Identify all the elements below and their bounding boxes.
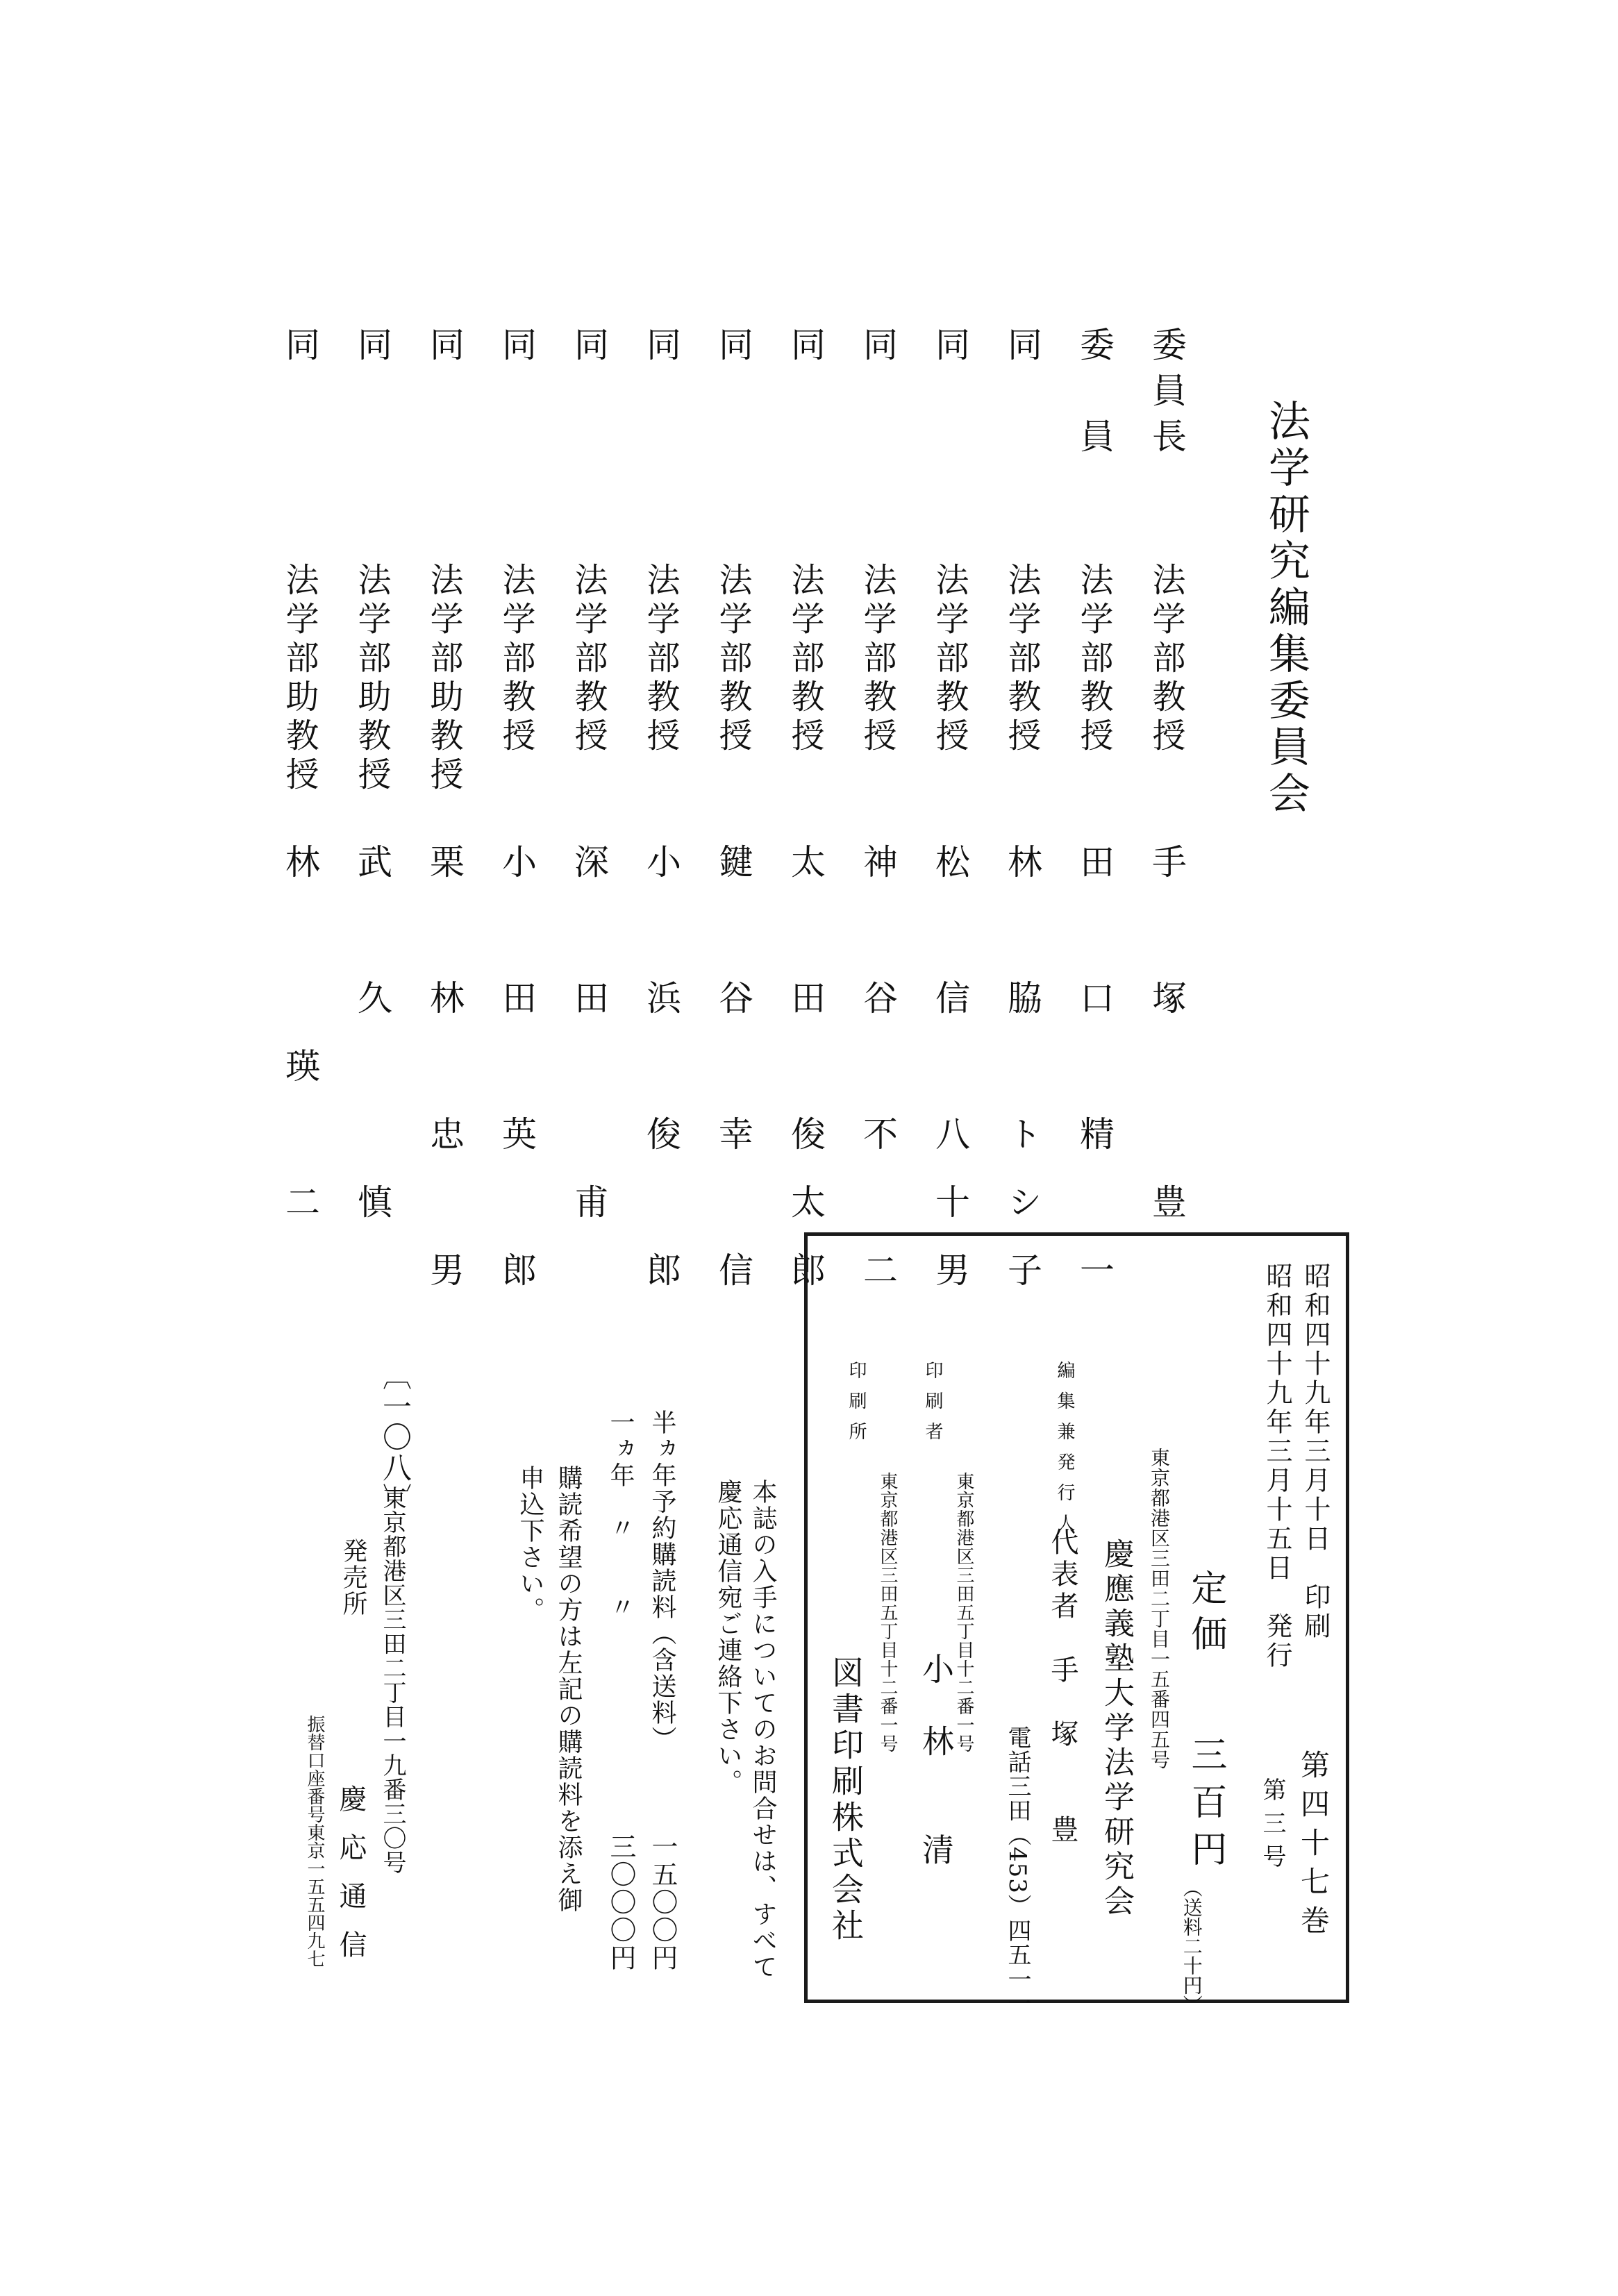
committee-role: 同 (1002, 326, 1042, 372)
committee-member-name: 手 塚 豊 (1146, 844, 1187, 1252)
full-year-price: 三〇〇〇円 (606, 1833, 636, 1972)
committee-affiliation: 法学部教授 (1074, 562, 1113, 757)
committee-affiliation: 法学部教授 (497, 562, 535, 757)
committee-role: 同 (930, 326, 970, 372)
volume-number: 第四十七巻 (1296, 1750, 1331, 1944)
committee-affiliation: 法学部教授 (858, 562, 896, 757)
subscription-note-line-1: 購読希望の方は左記の購読料を添え御 (554, 1465, 583, 1913)
inquiry-line-2: 慶応通信宛ご連絡下さい。 (714, 1479, 742, 1795)
inquiry-line-1: 本誌の入手についてのお問合せは、すべて (749, 1479, 777, 1980)
committee-title: 法学研究編集委員会 (1262, 399, 1310, 818)
committee-affiliation: 法学部教授 (1146, 562, 1185, 757)
committee-affiliation: 法学部教授 (930, 562, 969, 757)
publisher-label: 発売所 (339, 1538, 367, 1617)
editor-label: 編集兼発行人 (1054, 1361, 1075, 1544)
committee-role: 同 (569, 326, 609, 372)
printshop-name: 図書印刷株式会社 (827, 1656, 865, 1945)
price-label: 定価 (1185, 1569, 1226, 1661)
committee-role: 同 (352, 326, 392, 372)
committee-member-name: 太 田 俊太郎 (785, 844, 826, 1320)
committee-member-name: 栗 林 忠 男 (424, 844, 465, 1320)
publisher-name: 慶応通信 (335, 1784, 367, 1979)
printer-name: 小 林 清 (917, 1652, 955, 1869)
committee-role: 同 (641, 326, 681, 372)
committee-member-name: 林 脇 トシ子 (1002, 844, 1042, 1320)
committee-member-name: 小 浜 俊 郎 (641, 844, 681, 1320)
phone-number: 電話三田（453）四五一一 (1003, 1725, 1031, 2016)
committee-role: 同 (785, 326, 826, 372)
committee-role: 委 員 (1074, 326, 1115, 464)
committee-member-name: 武 久 慎 (352, 844, 392, 1252)
issue-date: 昭和四十九年三月十五日 発行 (1262, 1262, 1292, 1670)
committee-member-name: 田 口 精 一 (1074, 844, 1115, 1320)
print-date: 昭和四十九年三月十日 印刷 (1300, 1262, 1331, 1641)
committee-member-name: 林 瑛 二 (280, 844, 320, 1252)
price-value: 三百円 (1185, 1736, 1226, 1877)
committee-role: 同 (858, 326, 898, 372)
page-number: 〔一〇八〕 (378, 1361, 412, 1514)
committee-member-name: 深 田 甫 (569, 844, 609, 1252)
committee-member-name: 鍵 谷 幸 信 (713, 844, 753, 1320)
committee-role: 同 (280, 326, 320, 372)
publisher-address: 東京都港区三田二丁目一九番三〇号 (378, 1486, 406, 1875)
committee-affiliation: 法学部教授 (785, 562, 824, 757)
committee-affiliation: 法学部教授 (1002, 562, 1041, 757)
committee-role: 委員長 (1146, 326, 1187, 464)
committee-member-name: 神 谷 不 二 (858, 844, 898, 1320)
committee-affiliation: 法学部助教授 (280, 562, 319, 796)
subscription-note-line-2: 申込下さい。 (516, 1465, 544, 1623)
editor-address: 東京都港区三田二丁目一五番四五号 (1148, 1448, 1171, 1770)
committee-affiliation: 法学部助教授 (352, 562, 391, 796)
committee-role: 同 (497, 326, 537, 372)
editor-org: 慶應義塾大学法学研究会 (1099, 1538, 1134, 1920)
price-note: （送料二十円） (1180, 1878, 1203, 2014)
printer-label: 印刷者 (922, 1361, 943, 1452)
committee-member-name: 小 田 英 郎 (497, 844, 537, 1320)
committee-affiliation: 法学部助教授 (424, 562, 463, 796)
committee-role: 同 (424, 326, 465, 372)
committee-affiliation: 法学部教授 (569, 562, 608, 757)
issue-number: 第三号 (1258, 1777, 1286, 1877)
full-year-label: 一ヵ年 〃 〃 (606, 1409, 635, 1620)
committee-role: 同 (713, 326, 753, 372)
committee-affiliation: 法学部教授 (713, 562, 752, 757)
printshop-label: 印刷所 (846, 1361, 867, 1452)
printer-address: 東京都港区三田五丁目十二番一号 (953, 1472, 974, 1753)
editor-representative: 代表者 手 塚 豊 (1046, 1527, 1078, 1847)
committee-member-name: 松 信 八十男 (930, 844, 970, 1320)
half-year-label: 半ヵ年予約購読料（含送料） (648, 1409, 676, 1752)
half-year-price: 一五〇〇円 (647, 1833, 678, 1972)
committee-affiliation: 法学部教授 (641, 562, 680, 757)
printshop-address: 東京都港区三田五丁目十二番一号 (877, 1472, 898, 1753)
publisher-account: 振替口座番号東京一五五四九七 (304, 1715, 325, 1968)
